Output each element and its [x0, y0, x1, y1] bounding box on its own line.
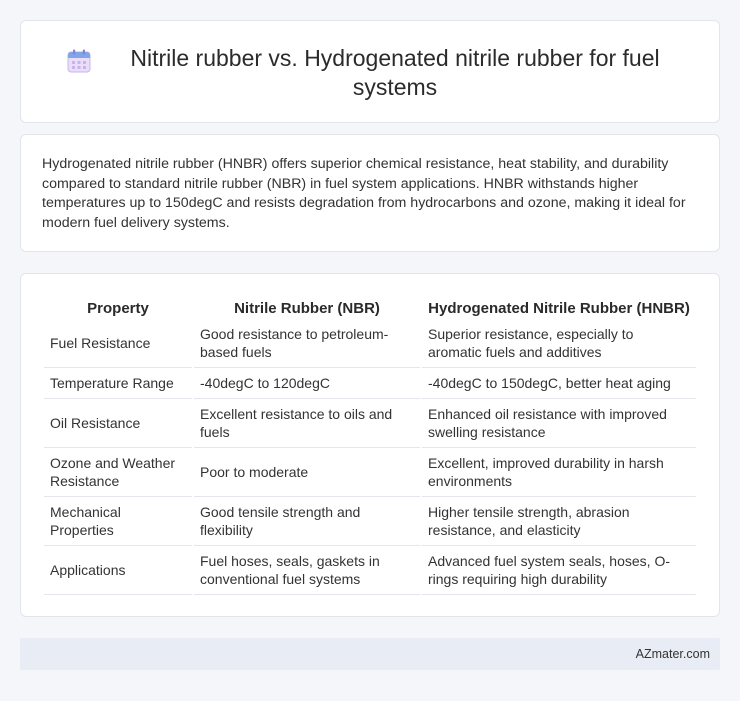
property-cell: Fuel Resistance	[44, 319, 192, 368]
table-header-row	[44, 295, 696, 319]
nbr-cell: Fuel hoses, seals, gaskets in conventional fuel systems	[194, 546, 420, 595]
column-header-property: Property	[87, 300, 149, 317]
page-title: Nitrile rubber vs. Hydrogenated nitrile rubber for fuel systems	[130, 45, 660, 100]
property-cell: Temperature Range	[44, 368, 192, 399]
hnbr-cell: Advanced fuel system seals, hoses, O-rings requiring high durability	[422, 546, 696, 595]
footer-bar	[20, 638, 720, 670]
table-row	[44, 546, 696, 595]
property-cell: Ozone and Weather Resistance	[44, 448, 192, 497]
nbr-cell: Good resistance to petroleum-based fuels	[194, 319, 420, 368]
nbr-cell: Excellent resistance to oils and fuels	[194, 399, 420, 448]
table-row	[44, 399, 696, 448]
nbr-cell: -40degC to 120degC	[194, 368, 420, 399]
table-row	[44, 497, 696, 546]
hnbr-cell: Excellent, improved durability in harsh environments	[422, 448, 696, 497]
property-cell: Applications	[44, 546, 192, 595]
intro-paragraph: Hydrogenated nitrile rubber (HNBR) offers superior chemical resistance, heat stability, and durability compared to standard nitrile rubber (NBR) in fuel system applications. HNBR withstands higher temperatures up to 150degC and resists degradation from hydrocarbons and ozone, making it ideal for modern fuel delivery systems.	[42, 156, 686, 231]
column-header-hnbr: Hydrogenated Nitrile Rubber (HNBR)	[428, 300, 690, 317]
table-row	[44, 448, 696, 497]
comparison-card	[20, 273, 720, 617]
title-row	[21, 21, 719, 102]
title-card	[20, 20, 720, 123]
property-cell: Mechanical Properties	[44, 497, 192, 546]
footer-site-link[interactable]: AZmater.com	[635, 647, 710, 661]
intro-card	[20, 134, 720, 252]
nbr-cell: Good tensile strength and flexibility	[194, 497, 420, 546]
calendar-icon	[65, 47, 93, 75]
column-header-nbr: Nitrile Rubber (NBR)	[234, 300, 380, 317]
comparison-table	[42, 295, 698, 595]
property-cell: Oil Resistance	[44, 399, 192, 448]
hnbr-cell: Higher tensile strength, abrasion resistance, and elasticity	[422, 497, 696, 546]
hnbr-cell: Enhanced oil resistance with improved swelling resistance	[422, 399, 696, 448]
nbr-cell: Poor to moderate	[194, 448, 420, 497]
table-row	[44, 319, 696, 368]
table-row	[44, 368, 696, 399]
hnbr-cell: -40degC to 150degC, better heat aging	[422, 368, 696, 399]
hnbr-cell: Superior resistance, especially to aromatic fuels and additives	[422, 319, 696, 368]
